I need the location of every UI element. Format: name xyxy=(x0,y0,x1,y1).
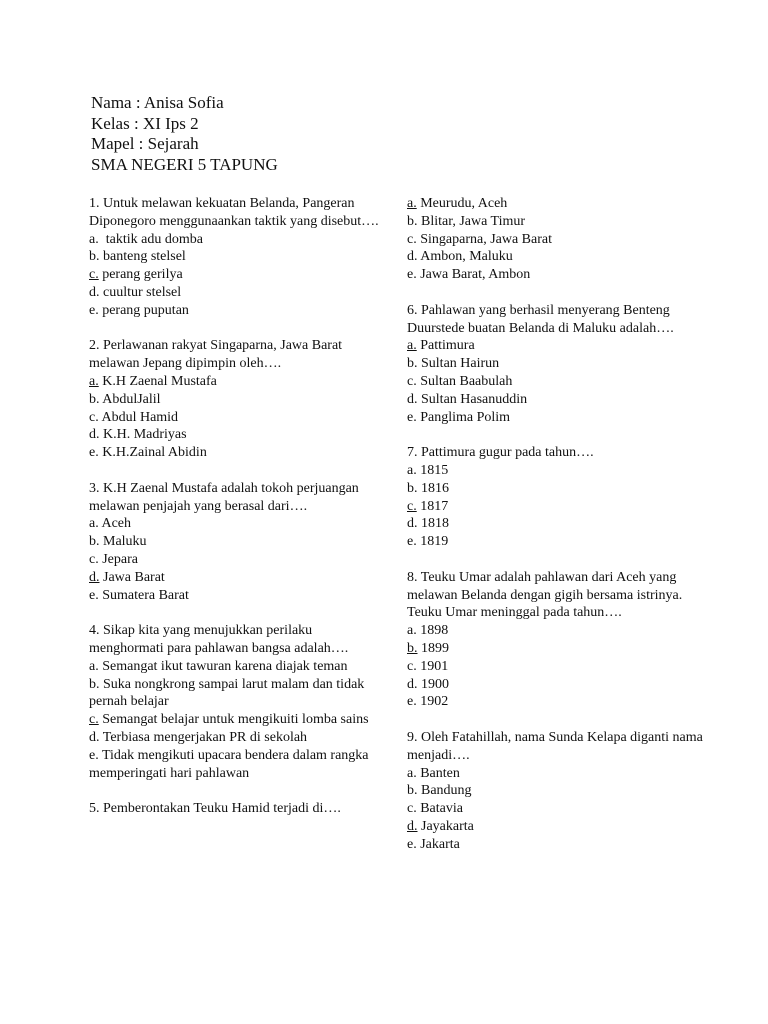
option-text: K.H. Madriyas xyxy=(103,427,187,443)
option-letter: d. xyxy=(407,676,418,692)
option-text: Semangat belajar untuk mengikuiti lomba sains xyxy=(102,712,369,728)
question-text: 6. Pahlawan yang berhasil menyerang Benteng Duurstede buatan Belanda di Maluku adalah…. xyxy=(407,302,674,336)
option-c xyxy=(407,800,707,818)
option-b xyxy=(89,391,389,409)
option-letter: a. xyxy=(407,462,417,478)
option-letter: e. xyxy=(89,302,99,318)
option-d xyxy=(407,515,707,533)
option-text: Tidak mengikuti upacara bendera dalam rangka memperingati hari pahlawan xyxy=(89,747,369,781)
option-text: Aceh xyxy=(101,516,131,532)
option-text: Sultan Baabulah xyxy=(420,373,513,389)
option-letter: d. xyxy=(407,249,418,265)
option-text: 1819 xyxy=(420,534,449,550)
option-b xyxy=(89,676,389,712)
question-9 xyxy=(407,729,707,854)
option-text: Sultan Hairun xyxy=(421,356,500,372)
answer-key-letter: c. xyxy=(89,267,99,283)
option-letter: e. xyxy=(407,694,417,710)
option-d xyxy=(407,248,707,266)
option-letter: b. xyxy=(407,480,418,496)
question-text: 2. Perlawanan rakyat Singaparna, Jawa Barat melawan Jepang dipimpin oleh…. xyxy=(89,338,343,372)
option-b xyxy=(407,782,707,800)
option-text: taktik adu domba xyxy=(105,231,203,247)
option-text: Singaparna, Jawa Barat xyxy=(420,231,553,247)
school-name: SMA NEGERI 5 TAPUNG xyxy=(91,154,278,174)
option-letter: e. xyxy=(407,267,417,283)
option-letter: e. xyxy=(407,409,417,425)
question-text: 5. Pemberontakan Teuku Hamid terjadi di…. xyxy=(89,801,341,817)
option-text: Banten xyxy=(420,765,460,781)
option-text: Batavia xyxy=(420,801,463,817)
right-column xyxy=(407,195,707,871)
option-letter: c. xyxy=(89,551,99,567)
option-text: 1899 xyxy=(421,640,449,656)
option-letter: b. xyxy=(407,356,418,372)
option-text: 1900 xyxy=(421,676,449,692)
left-column xyxy=(89,195,389,836)
option-letter: d. xyxy=(89,729,100,745)
option-letter: d. xyxy=(407,516,418,532)
option-letter: e. xyxy=(407,836,417,852)
option-e xyxy=(89,444,389,462)
option-c xyxy=(89,711,389,729)
option-letter: b. xyxy=(407,783,418,799)
option-d xyxy=(89,729,389,747)
option-letter: a. xyxy=(89,516,99,532)
option-d xyxy=(89,284,389,302)
option-letter: b. xyxy=(89,391,100,407)
question-text: 3. K.H Zaenal Mustafa adalah tokoh perjuangan melawan penjajah yang berasal dari…. xyxy=(89,480,359,514)
option-c xyxy=(89,266,389,284)
question-4 xyxy=(89,622,389,782)
option-text: Bandung xyxy=(421,783,472,799)
option-text: Sultan Hasanuddin xyxy=(421,391,528,407)
question-7 xyxy=(407,444,707,551)
option-letter: a. xyxy=(407,765,417,781)
question-1 xyxy=(89,195,389,320)
question-text: 1. Untuk melawan kekuatan Belanda, Pangeran Diponegoro menggunaankan taktik yang disebut…. xyxy=(89,196,379,229)
option-text: Meurudu, Aceh xyxy=(420,196,508,211)
option-b xyxy=(89,533,389,551)
answer-key-letter: c. xyxy=(89,712,99,728)
option-text: perang gerilya xyxy=(102,267,183,283)
answer-key-letter: a. xyxy=(407,338,417,354)
option-c xyxy=(89,551,389,569)
option-text: Jawa Barat xyxy=(103,569,165,585)
option-e xyxy=(89,747,389,783)
option-letter: d. xyxy=(407,391,418,407)
option-b xyxy=(89,248,389,266)
option-letter: a. xyxy=(407,623,417,639)
option-text: Sumatera Barat xyxy=(102,587,189,603)
answer-key-letter: a. xyxy=(407,196,417,211)
question-6 xyxy=(407,302,707,427)
question-text: 9. Oleh Fatahillah, nama Sunda Kelapa diganti nama menjadi…. xyxy=(407,729,703,763)
option-text: K.H Zaenal Mustafa xyxy=(102,373,217,389)
option-text: Jawa Barat, Ambon xyxy=(420,267,531,283)
option-letter: c. xyxy=(89,409,99,425)
option-a xyxy=(407,337,707,355)
question-8 xyxy=(407,569,707,711)
option-text: cuultur stelsel xyxy=(103,284,182,300)
option-a xyxy=(407,195,707,213)
option-text: AbdulJalil xyxy=(102,391,161,407)
option-text: Semangat ikut tawuran karena diajak teman xyxy=(102,658,348,674)
option-text: perang puputan xyxy=(102,302,189,318)
option-letter: b. xyxy=(89,676,100,692)
option-text: 1816 xyxy=(421,480,449,496)
option-d xyxy=(89,569,389,587)
option-text: 1898 xyxy=(420,623,449,639)
option-letter: a. xyxy=(89,658,99,674)
option-text: Jayakarta xyxy=(421,818,474,834)
answer-key-letter: c. xyxy=(407,498,417,514)
option-b xyxy=(407,640,707,658)
option-e xyxy=(407,693,707,711)
option-text: Jakarta xyxy=(420,836,460,852)
option-letter: e. xyxy=(89,587,99,603)
option-letter: c. xyxy=(407,231,417,247)
option-text: 1815 xyxy=(420,462,449,478)
question-text: 8. Teuku Umar adalah pahlawan dari Aceh yang melawan Belanda dengan gigih bersama istrinya. Teuku Umar meninggal pada tahun…. xyxy=(407,569,683,621)
option-a xyxy=(89,231,389,249)
option-text: 1818 xyxy=(421,516,449,532)
student-class: Kelas : XI Ips 2 xyxy=(91,113,199,133)
option-letter: b. xyxy=(89,534,100,550)
option-a xyxy=(89,373,389,391)
option-letter: e. xyxy=(407,534,417,550)
option-b xyxy=(407,480,707,498)
option-b xyxy=(407,355,707,373)
option-text: Maluku xyxy=(103,534,147,550)
question-3 xyxy=(89,480,389,605)
option-letter: a. xyxy=(89,231,99,247)
student-header xyxy=(91,93,411,175)
option-d xyxy=(89,426,389,444)
option-c xyxy=(407,498,707,516)
option-a xyxy=(89,658,389,676)
option-text: 1901 xyxy=(420,658,449,674)
option-c xyxy=(89,409,389,427)
answer-key-letter: d. xyxy=(89,569,100,585)
option-text: Abdul Hamid xyxy=(101,409,179,425)
student-name: Nama : Anisa Sofia xyxy=(91,93,224,112)
option-letter: e. xyxy=(89,445,99,461)
option-e xyxy=(407,266,707,284)
option-a xyxy=(407,622,707,640)
option-a xyxy=(407,765,707,783)
option-text: Panglima Polim xyxy=(420,409,511,425)
option-c xyxy=(407,373,707,391)
answer-key-letter: a. xyxy=(89,373,99,389)
subject: Mapel : Sejarah xyxy=(91,134,199,154)
option-text: Suka nongkrong sampai larut malam dan tidak pernah belajar xyxy=(89,676,365,710)
question-text: 7. Pattimura gugur pada tahun…. xyxy=(407,445,594,461)
option-a xyxy=(407,462,707,480)
option-e xyxy=(407,409,707,427)
option-text: Pattimura xyxy=(420,338,475,354)
option-text: banteng stelsel xyxy=(103,249,186,265)
option-letter: d. xyxy=(89,427,100,443)
option-letter: d. xyxy=(89,284,100,300)
option-letter: b. xyxy=(89,249,100,265)
answer-key-letter: b. xyxy=(407,640,418,656)
option-text: 1902 xyxy=(420,694,449,710)
option-d xyxy=(407,391,707,409)
option-d xyxy=(407,676,707,694)
option-b xyxy=(407,213,707,231)
option-letter: c. xyxy=(407,801,417,817)
option-e xyxy=(407,836,707,854)
question-2 xyxy=(89,337,389,462)
option-e xyxy=(89,302,389,320)
question-5 xyxy=(89,800,389,818)
answer-key-letter: d. xyxy=(407,818,418,834)
option-c xyxy=(407,231,707,249)
option-text: Ambon, Maluku xyxy=(420,249,513,265)
question-text: 4. Sikap kita yang menujukkan perilaku menghormati para pahlawan bangsa adalah…. xyxy=(89,623,349,656)
option-letter: c. xyxy=(407,373,417,389)
option-text: Blitar, Jawa Timur xyxy=(421,213,526,229)
option-text: Terbiasa mengerjakan PR di sekolah xyxy=(102,729,308,745)
option-c xyxy=(407,658,707,676)
option-letter: b. xyxy=(407,213,418,229)
question-5-options xyxy=(407,195,707,284)
option-text: K.H.Zainal Abidin xyxy=(102,445,207,461)
option-e xyxy=(407,533,707,551)
option-d xyxy=(407,818,707,836)
option-a xyxy=(89,515,389,533)
option-text: Jepara xyxy=(102,551,138,567)
option-letter: c. xyxy=(407,658,417,674)
option-e xyxy=(89,587,389,605)
option-letter: e. xyxy=(89,747,99,763)
option-text: 1817 xyxy=(420,498,449,514)
